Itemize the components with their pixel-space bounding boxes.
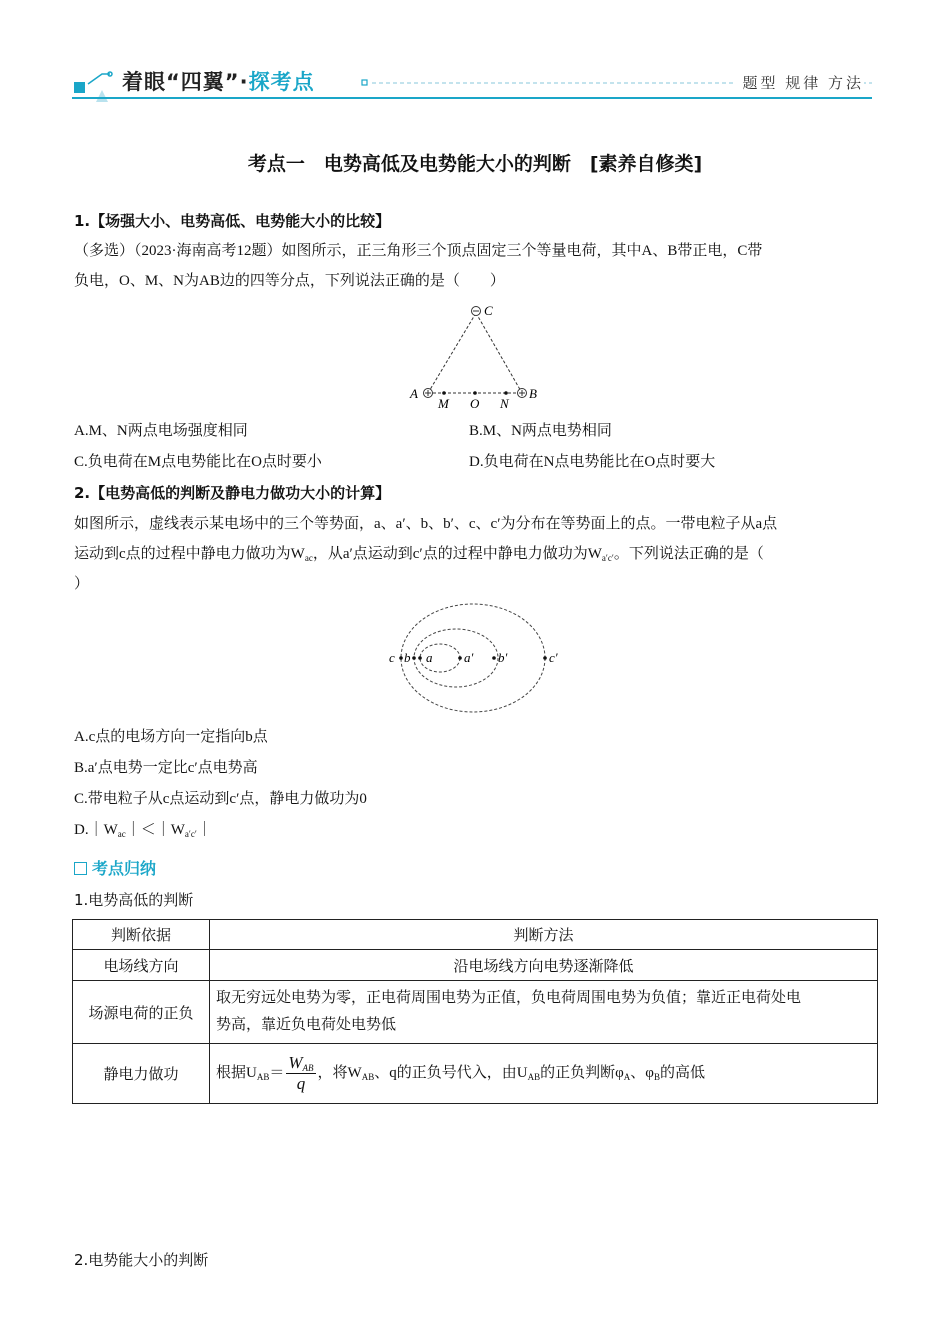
square-icon — [74, 862, 87, 875]
label-b-prime: b′ — [498, 650, 508, 665]
fraction: $\frac{W_{AB}}{q}$ — [288, 1053, 314, 1093]
label-c: c — [389, 650, 395, 665]
q2-option-b[interactable]: B.a′点电势一定比c′点电势高 — [74, 760, 258, 776]
q1-option-d[interactable]: D.负电荷在N点电势能比在O点时要大 — [469, 454, 716, 470]
label-B: B — [529, 386, 537, 401]
q2-stem-line2: 运动到c点的过程中静电力做功为$W_{ac}$，从a′点运动到c′点的过程中静电力做功为$W_{a'c'}$。下列说法正确的是（ — [74, 546, 764, 563]
label-b: b — [404, 650, 411, 665]
label-M: M — [438, 396, 449, 411]
table-cell: 沿电场线方向电势逐渐降低 — [210, 950, 878, 981]
q1-triangle-figure — [400, 300, 550, 412]
q2-stem-line3: ） — [74, 576, 90, 592]
table-header-row — [73, 920, 878, 950]
summary-sub2: 2.电势能大小的判断 — [74, 1251, 209, 1269]
q1-option-a[interactable]: A.M、N两点电场强度相同 — [74, 423, 248, 439]
table-cell: 取无穷远处电势为零，正电荷周围电势为正值，负电荷周围电势为负值；靠近正电荷处电 势高，靠近负电荷处电势低 — [210, 981, 878, 1044]
header-title: 着眼“四翼”·探考点 — [122, 70, 315, 94]
table-row — [73, 1044, 878, 1104]
q2-option-c[interactable]: C.带电粒子从c点运动到c′点，静电力做功为0 — [74, 791, 367, 807]
q2-option-a[interactable]: A.c点的电场方向一定指向b点 — [74, 729, 268, 745]
q1-option-c[interactable]: C.负电荷在M点电势能比在O点时要小 — [74, 454, 322, 470]
summary-sub1: 1.电势高低的判断 — [74, 891, 194, 909]
q2-equipotential-figure — [385, 602, 575, 720]
q2-option-d[interactable]: $D.|W_{ac}|<|W_{a'c'}|$ — [74, 822, 212, 839]
label-C: C — [484, 303, 493, 318]
table-header-cell: 判断方法 — [210, 920, 878, 950]
summary-title: 考点归纳 — [74, 856, 156, 879]
q1-option-b[interactable]: B.M、N两点电势相同 — [469, 423, 612, 439]
label-c-prime: c′ — [549, 650, 558, 665]
table-row — [73, 981, 878, 1044]
table-cell: 根据$U_{AB}=$ $\frac{W_{AB}}{q}$ ，将$W_{AB}$、q的正负号代入，由$U_{AB}$的正负判断$\varphi_A$、$\varphi_B$的高低 — [210, 1044, 878, 1104]
q1-stem-line1: （多选）（2023·海南高考12题）如图所示，正三角形三个顶点固定三个等量电荷，其中A、B带正电，C带 — [74, 243, 763, 259]
table-header-cell: 判断依据 — [73, 920, 210, 950]
page-header — [72, 62, 872, 107]
q1-stem-line2: 负电，O、M、N为AB边的四等分点，下列说法正确的是（ ） — [74, 273, 505, 289]
table-cell: 场源电荷的正负 — [73, 981, 210, 1044]
label-a: a — [426, 650, 433, 665]
table-cell: 电场线方向 — [73, 950, 210, 981]
potential-judgment-table — [72, 919, 878, 1104]
header-right-text: 题型 规律 方法 — [734, 72, 864, 93]
table-row — [73, 950, 878, 981]
label-N: N — [500, 396, 509, 411]
section-title: 考点一 电势高低及电势能大小的判断 [素养自修类] — [247, 153, 703, 175]
table-cell: 静电力做功 — [73, 1044, 210, 1104]
label-a-prime: a′ — [464, 650, 474, 665]
label-A: A — [410, 386, 418, 401]
q1-heading: 1.【场强大小、电势高低、电势能大小的比较】 — [74, 212, 391, 230]
label-O: O — [470, 396, 480, 411]
q2-stem-line1: 如图所示，虚线表示某电场中的三个等势面，a、a′、b、b′、c、c′为分布在等势面上的点。一带电粒子从a点 — [74, 516, 778, 532]
q2-heading: 2.【电势高低的判断及静电力做功大小的计算】 — [74, 484, 391, 502]
